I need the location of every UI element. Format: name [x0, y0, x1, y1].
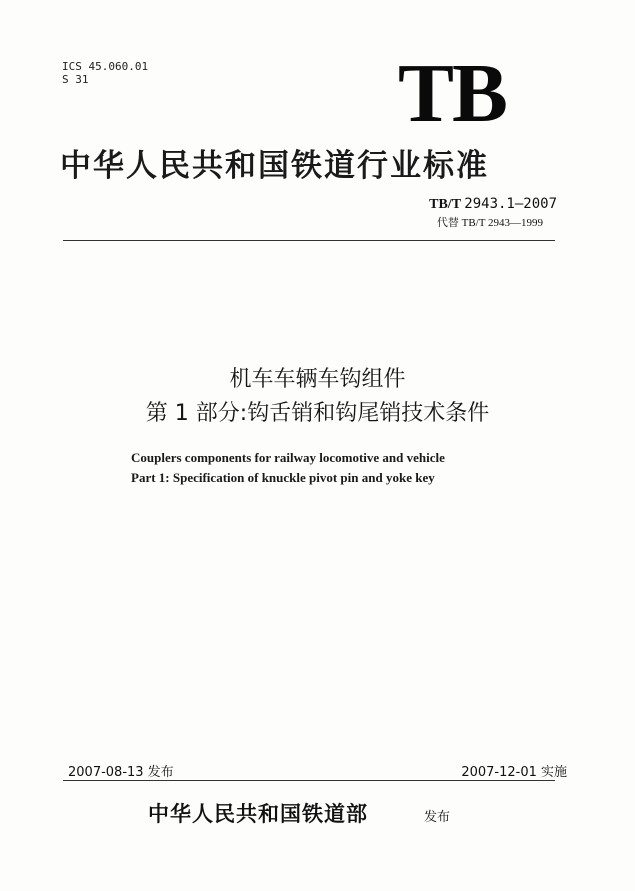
title-zh-line1: 机车车辆车钩组件 — [229, 367, 406, 392]
standard-number — [429, 196, 557, 213]
title-zh-line2: 第 1 部分:钩舌销和钩尾销技术条件 — [145, 401, 490, 426]
issuing-authority: 中华人民共和国铁道部 — [148, 801, 368, 826]
tb-logo: TB — [398, 47, 507, 140]
classification-codes — [62, 60, 148, 86]
standard-number-prefix: TB/T — [429, 197, 461, 212]
issuing-action: 发布 — [424, 810, 451, 825]
publication-date: 2007-08-13 发布 — [68, 765, 174, 780]
replaced-standard: 代替 TB/T 2943—1999 — [436, 217, 543, 229]
title-en-line1: Couplers components for railway locomotive and vehicle — [131, 450, 445, 465]
ics-code: ICS 45.060.01 — [62, 60, 149, 73]
footer-divider — [63, 780, 555, 781]
standard-authority-title: 中华人民共和国铁道行业标准 — [60, 148, 489, 184]
title-en-line2: Part 1: Specification of knuckle pivot pin and yoke key — [131, 470, 435, 485]
header-divider — [63, 240, 555, 241]
standard-number-value: 2943.1—2007 — [464, 196, 557, 212]
implementation-date: 2007-12-01 实施 — [461, 765, 567, 780]
standard-class-code: S 31 — [62, 73, 89, 86]
